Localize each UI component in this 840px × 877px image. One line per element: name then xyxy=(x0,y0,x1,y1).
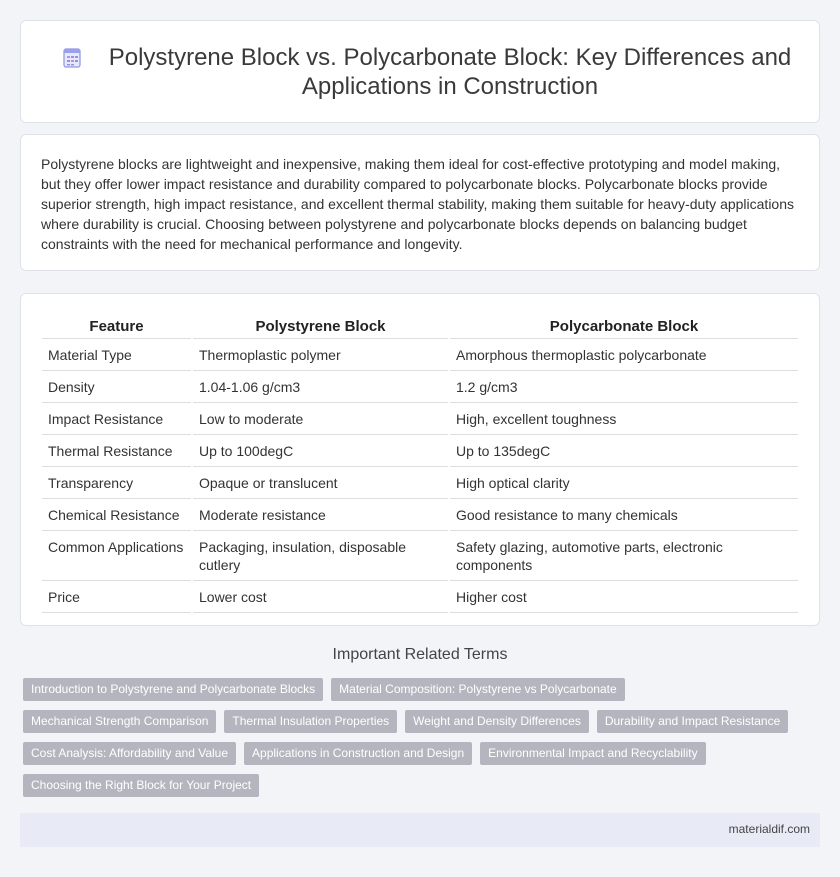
title-wrap xyxy=(61,43,799,101)
table-row xyxy=(42,530,798,580)
header-polystyrene: Polystyrene Block xyxy=(192,316,449,338)
summary-card xyxy=(20,134,820,271)
related-term-link[interactable]: Choosing the Right Block for Your Project xyxy=(23,774,259,797)
related-terms-list xyxy=(23,678,803,797)
polystyrene-cell: Up to 100degC xyxy=(192,434,449,466)
feature-cell: Material Type xyxy=(42,338,192,370)
feature-cell: Price xyxy=(42,580,192,612)
polycarbonate-cell: High, excellent toughness xyxy=(449,402,798,434)
polystyrene-cell: Opaque or translucent xyxy=(192,466,449,498)
polycarbonate-cell: Up to 135degC xyxy=(449,434,798,466)
footer xyxy=(20,813,820,847)
polycarbonate-cell: Higher cost xyxy=(449,580,798,612)
polystyrene-cell: Packaging, insulation, disposable cutlery xyxy=(192,530,449,580)
polycarbonate-cell: Good resistance to many chemicals xyxy=(449,498,798,530)
table-row xyxy=(42,370,798,402)
polystyrene-cell: Thermoplastic polymer xyxy=(192,338,449,370)
table-row xyxy=(42,338,798,370)
related-term-link[interactable]: Durability and Impact Resistance xyxy=(597,710,788,733)
polycarbonate-cell: Safety glazing, automotive parts, electronic components xyxy=(449,530,798,580)
table-row xyxy=(42,466,798,498)
feature-cell: Common Applications xyxy=(42,530,192,580)
table-row xyxy=(42,498,798,530)
related-term-link[interactable]: Weight and Density Differences xyxy=(405,710,589,733)
related-term-link[interactable]: Thermal Insulation Properties xyxy=(224,710,397,733)
related-term-link[interactable]: Applications in Construction and Design xyxy=(244,742,472,765)
header-card xyxy=(20,20,820,123)
related-term-link[interactable]: Mechanical Strength Comparison xyxy=(23,710,216,733)
table-header-row xyxy=(42,316,798,338)
comparison-table-card xyxy=(20,293,820,626)
site-link[interactable]: materialdif.com xyxy=(728,822,810,836)
page-title: Polystyrene Block vs. Polycarbonate Block: Key Differences and Applications in Construction xyxy=(108,44,792,100)
feature-cell: Impact Resistance xyxy=(42,402,192,434)
related-terms-heading: Important Related Terms xyxy=(332,646,508,663)
polystyrene-cell: Moderate resistance xyxy=(192,498,449,530)
polystyrene-cell: Lower cost xyxy=(192,580,449,612)
polycarbonate-cell: Amorphous thermoplastic polycarbonate xyxy=(449,338,798,370)
feature-cell: Thermal Resistance xyxy=(42,434,192,466)
polystyrene-cell: 1.04-1.06 g/cm3 xyxy=(192,370,449,402)
header-polycarbonate: Polycarbonate Block xyxy=(449,316,798,338)
feature-cell: Transparency xyxy=(42,466,192,498)
polycarbonate-cell: 1.2 g/cm3 xyxy=(449,370,798,402)
feature-cell: Density xyxy=(42,370,192,402)
comparison-table xyxy=(42,316,798,613)
related-term-link[interactable]: Environmental Impact and Recyclability xyxy=(480,742,705,765)
polystyrene-cell: Low to moderate xyxy=(192,402,449,434)
polycarbonate-cell: High optical clarity xyxy=(449,466,798,498)
table-row xyxy=(42,580,798,612)
table-row xyxy=(42,402,798,434)
feature-cell: Chemical Resistance xyxy=(42,498,192,530)
header-feature: Feature xyxy=(42,316,192,338)
related-term-link[interactable]: Cost Analysis: Affordability and Value xyxy=(23,742,236,765)
summary-text: Polystyrene blocks are lightweight and inexpensive, making them ideal for cost-effective prototyping and model making, but they offer lower impact resistance and durability compared to polycarbonate blocks. Polycarbonate blocks provide superior strength, high impact resistance, and excellent thermal stability, making them suitable for heavy-duty applications where durability is crucial. Choosing between polystyrene and polycarbonate blocks depends on balancing budget constraints with the need for mechanical performance and longevity. xyxy=(41,156,795,252)
related-term-link[interactable]: Material Composition: Polystyrene vs Polycarbonate xyxy=(331,678,624,701)
table-row xyxy=(42,434,798,466)
related-term-link[interactable]: Introduction to Polystyrene and Polycarbonate Blocks xyxy=(23,678,323,701)
